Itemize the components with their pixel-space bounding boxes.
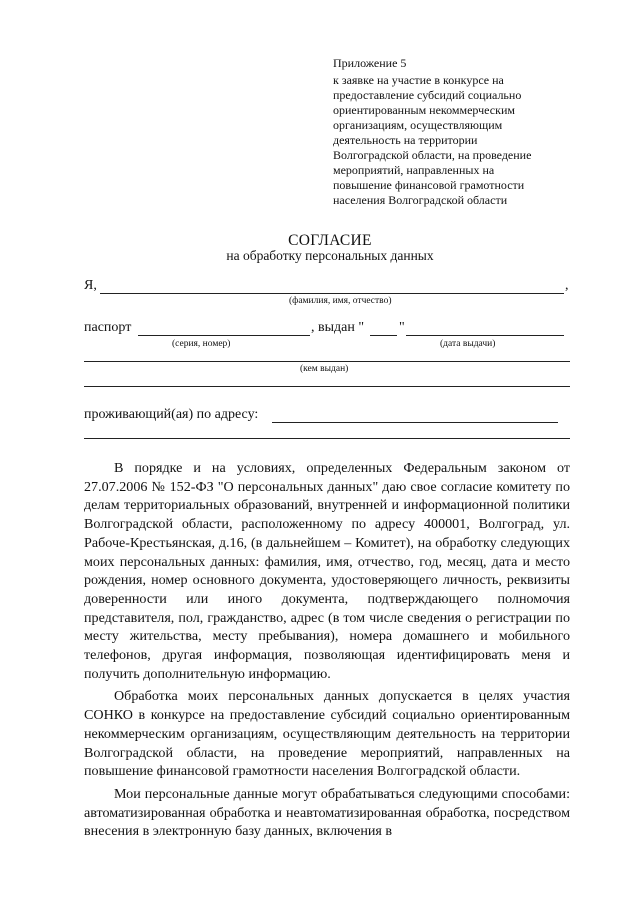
- address-field-continued[interactable]: [84, 438, 570, 439]
- issued-quote: ": [399, 320, 405, 335]
- annex-line: ориентированным некоммерческим: [333, 103, 515, 117]
- address-label: проживающий(ая) по адресу:: [84, 407, 259, 422]
- annex-title: Приложение 5: [333, 56, 407, 70]
- full-name-hint: (фамилия, имя, отчество): [289, 296, 392, 306]
- issuer-hint: (кем выдан): [300, 364, 349, 374]
- issue-date-hint: (дата выдачи): [440, 339, 496, 349]
- annex-line: повышение финансовой грамотности: [333, 178, 525, 192]
- annex-line: предоставление субсидий социально: [333, 88, 522, 102]
- document-title: СОГЛАСИЕ: [288, 232, 372, 249]
- annex-line: к заявке на участие в конкурсе на: [333, 73, 504, 87]
- annex-line: населения Волгоградской области: [333, 193, 508, 207]
- consent-paragraph: В порядке и на условиях, определенных Федеральным законом от 27.07.2006 № 152-ФЗ "О персональных данных" даю свое согласие комитету по делам территориальных образований, внутренней и информационной политики Волгоградской области, расположенному по адресу 400001, Волгоград, ул. Рабоче-Крестьянская, д.16, (в дальнейшем – Комитет), на обработку следующих моих персональных данных: фамилия, имя, отчество, год, месяц, дата и место рождения, номер основного документа, удостоверяющего личность, реквизиты доверенности или иного документа, подтверждающего полномочия представителя, пол, гражданство, адрес (в том числе сведения о регистрации по месту жительства, месту пребывания), номера домашнего и мобильного телефонов, другая информация, позволяющая идентифицировать меня и получить дополнительную информацию.: [84, 460, 570, 682]
- issue-date-field[interactable]: [406, 335, 564, 336]
- consent-body: [84, 459, 570, 841]
- address-field[interactable]: [272, 422, 558, 423]
- passport-label: паспорт: [84, 320, 132, 335]
- annex-header: [333, 56, 583, 208]
- full-name-field[interactable]: [100, 293, 564, 294]
- annex-line: деятельность на территории: [333, 133, 478, 147]
- annex-line: мероприятий, направленных на: [333, 163, 495, 177]
- annex-line: Волгоградской области, на проведение: [333, 148, 532, 162]
- comma-mark: ,: [565, 278, 569, 293]
- document-subtitle: на обработку персональных данных: [226, 248, 434, 263]
- consent-paragraph: Обработка моих персональных данных допускается в целях участия СОНКО в конкурсе на предоставление субсидий социально ориентированным некоммерческим организациям, осуществляющим деятельность на территории Волгоградской области, на проведение мероприятий, направленных на повышение финансовой грамотности населения Волгоградской области.: [84, 688, 570, 780]
- issued-label: , выдан ": [311, 320, 365, 335]
- issuer-field-continued[interactable]: [84, 386, 570, 387]
- i-label: Я,: [84, 278, 97, 293]
- annex-line: организациям, осуществляющим: [333, 118, 503, 132]
- consent-paragraph: Мои персональные данные могут обрабатываться следующими способами: автоматизированная обработка и неавтоматизированная обработка, посредством внесения в электронную базу данных, включения в: [84, 785, 570, 840]
- issue-day-field[interactable]: [370, 335, 397, 336]
- issuer-field[interactable]: [84, 361, 570, 362]
- series-number-hint: (серия, номер): [172, 339, 231, 349]
- passport-series-number-field[interactable]: [138, 335, 310, 336]
